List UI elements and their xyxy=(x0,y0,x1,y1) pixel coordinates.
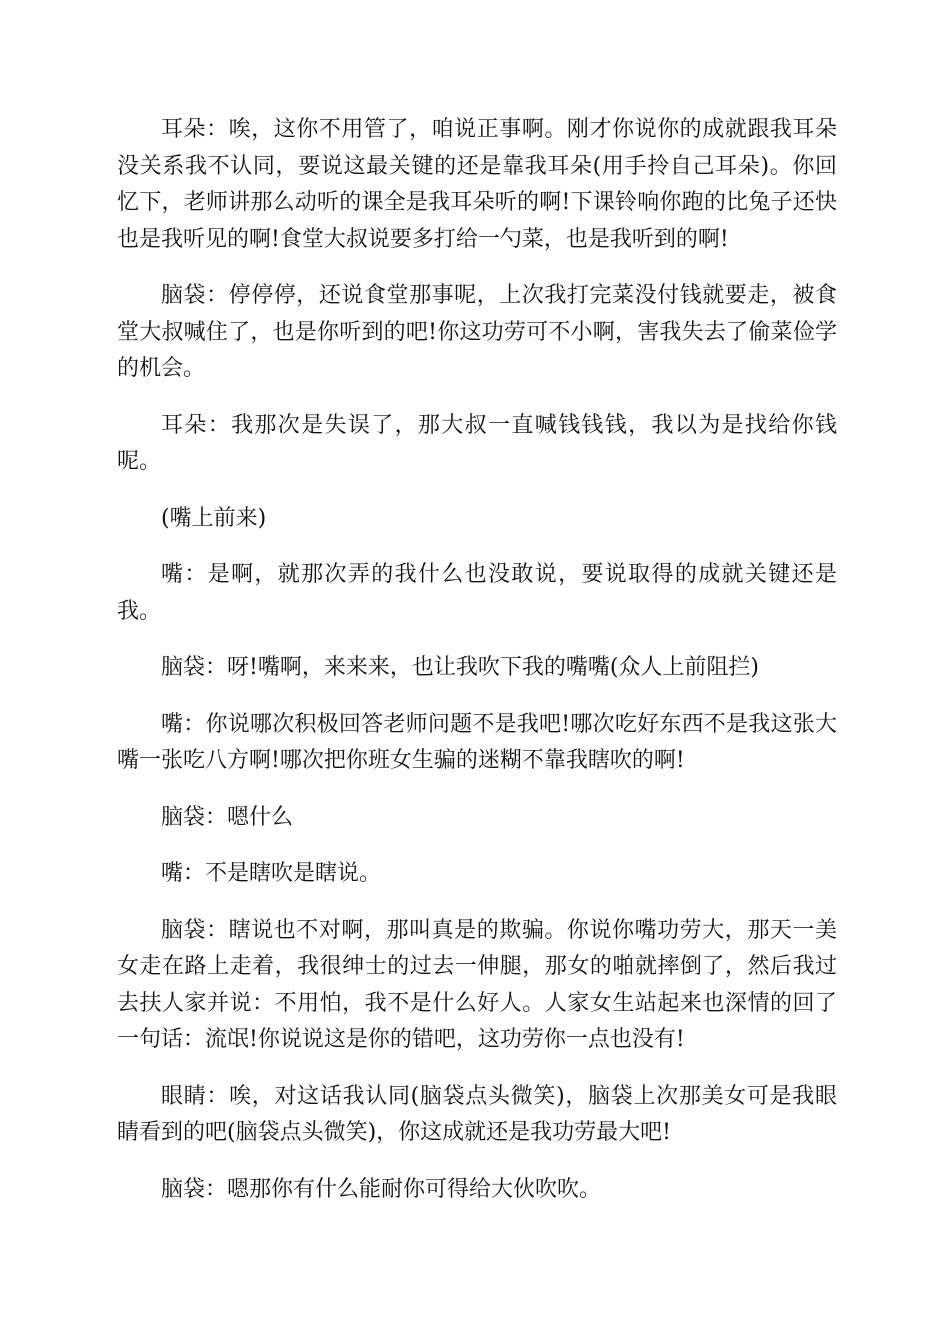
paragraph-eyes-claim: 眼睛：唉，对这话我认同(脑袋点头微笑)，脑袋上次那美女可是我眼睛看到的吧(脑袋点头微笑)，你这成就还是我功劳最大吧! xyxy=(117,1083,837,1145)
paragraph-mouth-intro: 嘴：是啊，就那次弄的我什么也没敢说，要说取得的成就关键还是我。 xyxy=(117,562,837,624)
paragraph-head-what: 脑袋：嗯什么 xyxy=(161,804,294,830)
paragraph-head-canteen: 脑袋：停停停，还说食堂那事呢，上次我打完菜没付钱就要走，被食堂大叔喊住了，也是你听到的吧!你这功劳可不小啊，害我失去了偷菜俭学的机会。 xyxy=(117,283,837,381)
paragraph-stage-direction: (嘴上前来) xyxy=(161,505,267,531)
paragraph-head-story: 脑袋：瞎说也不对啊，那叫真是的欺骗。你说你嘴功劳大，那天一美女走在路上走着，我很绅士的过去一伸腿，那女的啪就摔倒了，然后我过去扶人家并说：不用怕，我不是什么好人。人家女生站起来也深情的回了一句话：流氓!你说说这是你的错吧，这功劳你一点也没有! xyxy=(117,917,837,1052)
paragraph-head-mouth: 脑袋：呀!嘴啊，来来来，也让我吹下我的嘴嘴(众人上前阻拦) xyxy=(161,655,760,680)
document-body xyxy=(117,112,837,1228)
paragraph-ear-achievement: 耳朵：唉，这你不用管了，咱说正事啊。刚才你说你的成就跟我耳朵没关系我不认同，要说这最关键的还是靠我耳朵(用手拎自己耳朵)。你回忆下，老师讲那么动听的课全是我耳朵听的啊!下课铃响你跑的比兔子还快也是我听见的啊!食堂大叔说要多打给一勺菜，也是我听到的啊! xyxy=(117,117,837,252)
paragraph-ear-mistake: 耳朵：我那次是失误了，那大叔一直喊钱钱钱，我以为是找给你钱呢。 xyxy=(117,412,837,474)
paragraph-head-ask: 脑袋：嗯那你有什么能耐你可得给大伙吹吹。 xyxy=(161,1176,602,1202)
paragraph-mouth-correction: 嘴：不是瞎吹是瞎说。 xyxy=(161,861,382,886)
paragraph-mouth-boast: 嘴：你说哪次积极回答老师问题不是我吧!哪次吃好东西不是我这张大嘴一张吃八方啊!哪次把你班女生骗的迷糊不靠我瞎吹的啊! xyxy=(117,711,837,773)
